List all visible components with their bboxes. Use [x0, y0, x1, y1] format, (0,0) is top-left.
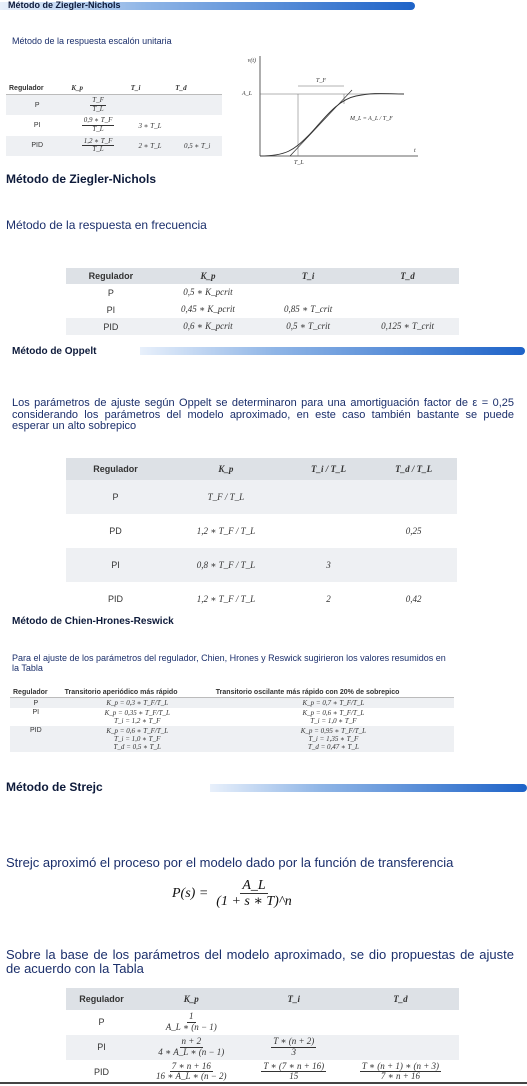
zn-frequency-table [66, 268, 459, 335]
table-row: PD 1,2 ∗ T_F / T_L 0,25 [109, 525, 422, 536]
table-row: P $\frac{1}{A\_L ∗ (n - 1)}$ [98, 1011, 217, 1032]
graph-al-label: A_L [242, 91, 253, 97]
graph-xlabel: t [414, 148, 416, 154]
step-response-graph [236, 48, 422, 166]
table-row: P $\frac{T\_F}{T\_L}$ [6, 95, 222, 116]
section-title-chr: Método de Chien-Hrones-Reswick [12, 616, 174, 627]
subtitle-step-response: Método de la respuesta escalón unitaria [12, 36, 172, 46]
strejc-accent-bar [210, 784, 527, 792]
table-row: P K_p = 0,3 ∗ T_F/T_L K_p = 0,7 ∗ T_F/T_L [10, 698, 454, 709]
col-header-regulador: Regulador [66, 268, 156, 284]
table-row: PID 1,2 ∗ T_F / T_L 2 0,42 [108, 593, 422, 604]
graph-tf-label: T_F [316, 78, 327, 84]
col-header-regulador: Regulador [13, 689, 48, 696]
chr-paragraph: Para el ajuste de los parámetros del regulador, Chien, Hrones y Reswick sugirieron los valores resumidos en la Tabla [12, 653, 446, 673]
col-header-regulador: Regulador [6, 82, 68, 95]
col-header-ti: T_i [246, 988, 342, 1010]
formula-denominator: (1 + s ∗ T)^n [216, 894, 292, 910]
col-header-regulador: Regulador [66, 988, 137, 1010]
table-row: PID $\frac{7 ∗ n + 16}{16 ∗ A\_L ∗ (n - 2)}$ $\frac{T ∗ (7 ∗ n + 16)}{15}$ $\frac{T ∗ (n + 1) ∗ (n + 3)}{7 ∗ n + 16}$ [93, 1060, 440, 1082]
col-header-ti: T_i / T_L [287, 458, 370, 480]
table-row: PI $\frac{n + 2}{4 ∗ A\_L ∗ (n - 1)}$ $\frac{T ∗ (n + 2)}{3}$ [66, 1035, 459, 1060]
col-header-ti: T_i [128, 82, 173, 95]
formula-lhs: P(s) = [172, 885, 209, 901]
table-row: PID $\frac{1,2 ∗ T\_F}{T\_L}$ 2 ∗ T_L 0,5 ∗ T_i [6, 136, 222, 156]
oppelt-paragraph: Los parámetros de ajuste según Oppelt se determinaron para una amortiguación factor de ε = 0,25 considerando los parámetros del modelo aproximado, en este caso también bastante se puede esperar un alto sobrepico [12, 397, 514, 433]
col-header-kp: K_p [68, 82, 127, 95]
table-row: PI $\frac{0,9 ∗ T\_F}{T\_L}$ 3 ∗ T_L [33, 116, 162, 134]
table-row: PI 0,45 ∗ K_pcrit 0,85 ∗ T_crit [106, 304, 333, 315]
chr-table [10, 688, 454, 752]
col-header-aperiodic: Transitorio aperiódico más rápido [64, 689, 178, 696]
formula-numerator: A_L [242, 878, 266, 893]
col-header-kp: K_p [165, 458, 287, 480]
col-header-kp: K_p [156, 268, 261, 284]
section-title-oppelt: Método de Oppelt [12, 346, 97, 357]
col-header-td: T_d [172, 82, 222, 95]
col-header-td: T_d / T_L [370, 458, 457, 480]
section-title-zn-frequency: Método de Ziegler-Nichols [6, 172, 157, 186]
oppelt-table [66, 458, 457, 616]
col-header-kp: K_p [137, 988, 246, 1010]
section-title-zn-step: Método de Ziegler-Nichols [8, 0, 121, 10]
zn-step-table [6, 82, 222, 156]
graph-ml-label: M_L = A_L / T_F [350, 116, 393, 122]
strejc-paragraph-2: Sobre la base de los parámetros del modelo aproximado, se dio propuestas de ajuste de acuerdo con la Tabla [6, 947, 514, 976]
strejc-formula [172, 878, 294, 910]
strejc-table [66, 988, 459, 1084]
table-row: P 0,5 ∗ K_pcrit [107, 287, 233, 298]
col-header-ti: T_i [260, 268, 356, 284]
bottom-divider [0, 1082, 527, 1084]
col-header-td: T_d [356, 268, 459, 284]
subtitle-frequency-response: Método de la respuesta en frecuencia [6, 218, 207, 232]
table-row: PI K_p = 0,35 ∗ T_F/T_L T_i = 1,2 ∗ T_F K_p = 0,6 ∗ T_F/T_L T_i = 1,0 ∗ T_F [32, 709, 365, 725]
table-row: PID K_p = 0,6 ∗ T_F/T_L T_i = 1,0 ∗ T_F T_d = 0,5 ∗ T_L K_p = 0,95 ∗ T_F/T_L T_i = 1,35 ∗ T_F T_d = 0,47 ∗ T_L [10, 726, 454, 752]
col-header-regulador: Regulador [66, 458, 165, 480]
oppelt-accent-bar [140, 347, 525, 355]
table-row: PI 0,8 ∗ T_F / T_L 3 [66, 548, 457, 582]
graph-ylabel: v(t) [247, 58, 256, 64]
graph-tl-label: T_L [294, 160, 304, 166]
section-title-strejc: Método de Strejc [6, 780, 103, 794]
table-row: P T_F / T_L [66, 480, 457, 514]
col-header-td: T_d [342, 988, 459, 1010]
col-header-oscillating: Transitorio oscilante más rápido con 20% de sobrepico [215, 689, 400, 696]
strejc-paragraph-1: Strejc aproximó el proceso por el modelo dado por la función de transferencia [6, 855, 454, 870]
table-row: PID 0,6 ∗ K_pcrit 0,5 ∗ T_crit 0,125 ∗ T_crit [66, 318, 459, 335]
